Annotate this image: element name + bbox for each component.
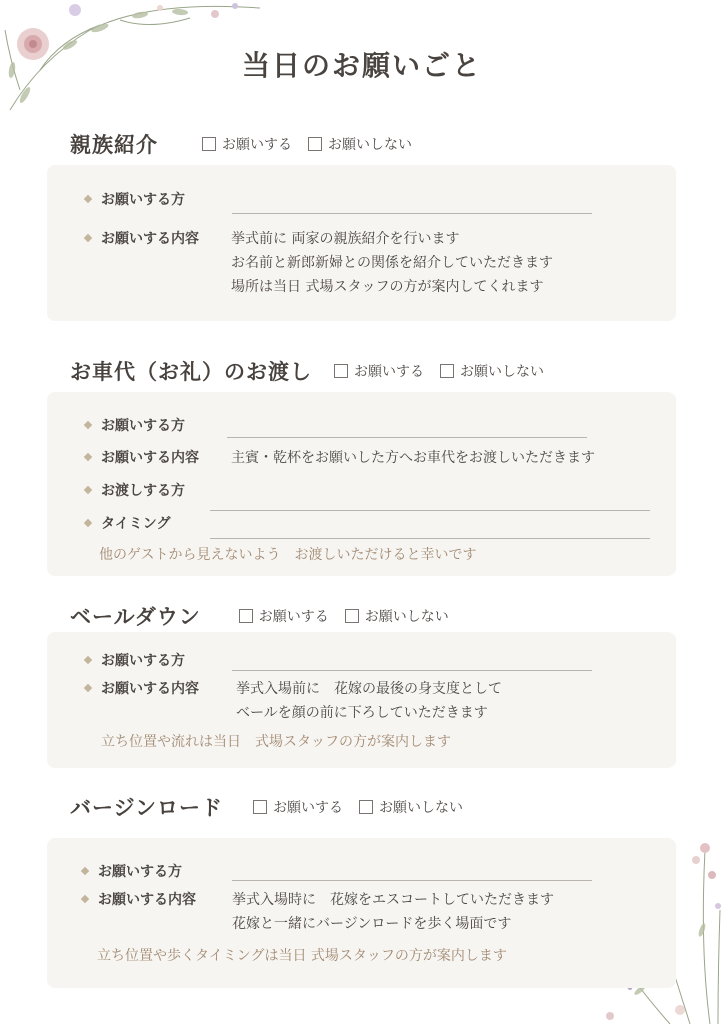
diamond-bullet-icon xyxy=(84,421,92,429)
field-row-content xyxy=(85,447,199,467)
checkbox-no-request[interactable]: お願いしない xyxy=(359,797,463,817)
checkbox-no-request[interactable]: お願いしない xyxy=(345,606,449,626)
checkbox-icon[interactable] xyxy=(440,364,454,378)
fill-in-line[interactable] xyxy=(232,213,592,214)
field-label: お願いする方 xyxy=(101,418,185,434)
diamond-bullet-icon xyxy=(84,684,92,692)
checkbox-icon[interactable] xyxy=(345,609,359,623)
checkbox-icon[interactable] xyxy=(253,800,267,814)
content-line: 挙式前に 両家の親族紹介を行います xyxy=(231,231,460,247)
diamond-bullet-icon xyxy=(84,453,92,461)
field-row-requester xyxy=(85,415,185,435)
fill-in-line[interactable] xyxy=(232,670,592,671)
diamond-bullet-icon xyxy=(81,895,89,903)
section-title: お車代（お礼）のお渡し xyxy=(70,360,312,384)
section-header-family-intro xyxy=(70,129,428,159)
diamond-bullet-icon xyxy=(84,486,92,494)
checkbox-request[interactable]: お願いする xyxy=(239,606,329,626)
content-line: お名前と新郎新婦との関係を紹介していただきます xyxy=(231,255,553,271)
field-row-requester xyxy=(85,650,185,670)
fill-in-line[interactable] xyxy=(232,880,592,881)
checkbox-request[interactable]: お願いする xyxy=(202,134,292,154)
diamond-bullet-icon xyxy=(84,656,92,664)
checkbox-no-request[interactable]: お願いしない xyxy=(440,361,544,381)
section-card-veil-down xyxy=(47,632,676,768)
diamond-bullet-icon xyxy=(84,519,92,527)
checkbox-request[interactable]: お願いする xyxy=(334,361,424,381)
field-row-content xyxy=(85,678,199,698)
diamond-bullet-icon xyxy=(81,867,89,875)
section-card-family-intro xyxy=(47,165,676,321)
fill-in-line[interactable] xyxy=(227,437,587,438)
checkbox-no-request[interactable]: お願いしない xyxy=(308,134,412,154)
section-note: 立ち位置や流れは当日 式場スタッフの方が案内します xyxy=(101,734,451,750)
diamond-bullet-icon xyxy=(84,195,92,203)
checkbox-request[interactable]: お願いする xyxy=(253,797,343,817)
section-card-car-fare xyxy=(47,392,676,576)
field-row-content xyxy=(85,228,199,248)
content-line: 場所は当日 式場スタッフの方が案内してくれます xyxy=(231,279,544,295)
field-row-timing xyxy=(85,513,170,533)
content-line: 主賓・乾杯をお願いした方へお車代をお渡しいただきます xyxy=(231,450,595,466)
content-line: ベールを顔の前に下ろしていただきます xyxy=(236,705,488,721)
fill-in-line[interactable] xyxy=(210,538,650,539)
field-label: お願いする内容 xyxy=(101,450,199,466)
field-label: お渡しする方 xyxy=(101,483,185,499)
section-header-virgin-road xyxy=(70,792,479,822)
field-row-handover xyxy=(85,480,185,500)
field-label: お願いする方 xyxy=(101,653,185,669)
section-header-car-fare xyxy=(70,356,560,386)
checkbox-icon[interactable] xyxy=(334,364,348,378)
field-label: お願いする内容 xyxy=(101,681,199,697)
content-line: 挙式入場前に 花嫁の最後の身支度として xyxy=(236,681,502,697)
field-label: お願いする内容 xyxy=(101,231,199,247)
section-title: バージンロード xyxy=(70,796,224,820)
field-row-content xyxy=(82,889,196,909)
field-label: お願いする方 xyxy=(98,864,182,880)
section-header-veil-down xyxy=(70,601,465,631)
field-label: お願いする方 xyxy=(101,192,185,208)
field-label: お願いする内容 xyxy=(98,892,196,908)
field-label: タイミング xyxy=(101,516,171,532)
checkbox-icon[interactable] xyxy=(239,609,253,623)
field-row-requester xyxy=(82,861,182,881)
section-note: 立ち位置や歩くタイミングは当日 式場スタッフの方が案内します xyxy=(97,948,507,964)
checkbox-icon[interactable] xyxy=(359,800,373,814)
field-row-requester xyxy=(85,189,185,209)
section-title: 親族紹介 xyxy=(70,133,158,157)
section-title: ベールダウン xyxy=(70,605,201,629)
checkbox-icon[interactable] xyxy=(202,137,216,151)
checkbox-icon[interactable] xyxy=(308,137,322,151)
content-line: 挙式入場時に 花嫁をエスコートしていただきます xyxy=(232,892,554,908)
content-line: 花嫁と一緒にバージンロードを歩く場面です xyxy=(232,916,512,932)
diamond-bullet-icon xyxy=(84,234,92,242)
fill-in-line[interactable] xyxy=(210,510,650,511)
section-note: 他のゲストから見えないよう お渡しいただけると幸いです xyxy=(99,547,477,563)
page-title: 当日のお願いごと xyxy=(241,49,482,82)
section-card-virgin-road xyxy=(47,838,676,988)
